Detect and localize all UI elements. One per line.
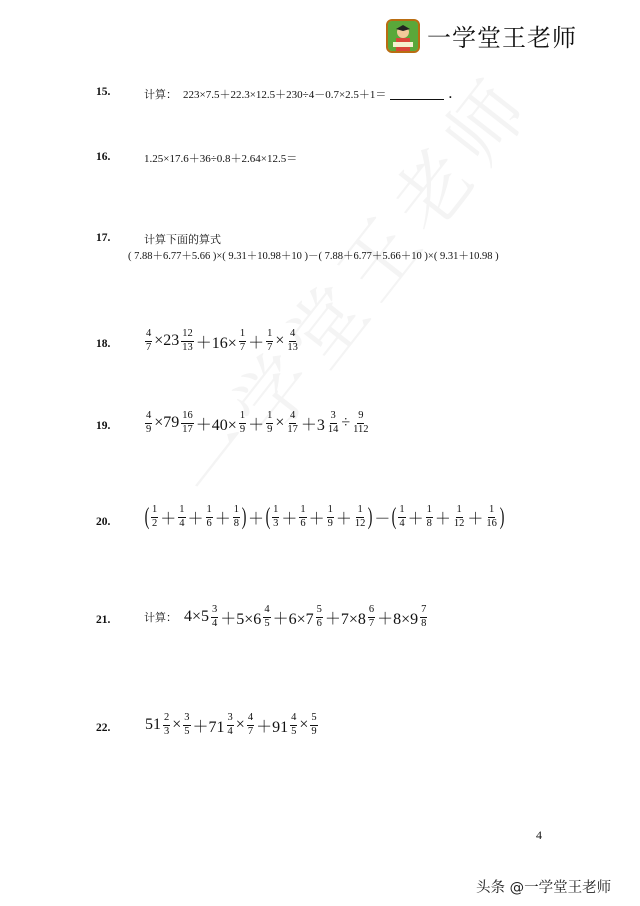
problem-21: 计算： 4×5 $\frac{3}{4}$ ＋5×6 $\frac{4}{5}$ ＋6×7 $\frac{5}{6}$ ＋7×8 $\frac{6}{7}$ ＋8×9 $\frac{7}{8}$ (144, 604, 427, 629)
fraction: $\frac{1}{9}$ (327, 504, 333, 529)
fraction: $\frac{3}{4}$ (212, 604, 218, 629)
fraction: $\frac{1}{7}$ (267, 328, 273, 353)
expression: ( 7.88＋6.77＋5.66 )×( 9.31＋10.98＋10 )－( 7.88＋6.77＋5.66＋10 )×( 9.31＋10.98 ) (128, 251, 499, 262)
fraction: $\frac{4}{7}$ (247, 712, 254, 737)
brand-header (386, 18, 577, 53)
fraction: $\frac{1}{4}$ (399, 504, 405, 529)
fraction: $\frac{16}{17}$ (182, 410, 193, 435)
fraction: $\frac{4}{5}$ (291, 712, 297, 737)
problem-20: ( $\frac{1}{2}$ ＋ $\frac{1}{4}$ ＋ $\frac{1}{6}$ ＋ $\frac{1}{8}$ ) ＋ ( $\frac{1}{3}$ ＋ $\frac{1}{6}$ ＋ $\frac{1}{9}$ ＋ $\frac{1}{12}$ ) － ( $\frac{1}{4}$ ＋ $\frac{1}{8}$ ＋ $\frac{1}{12}$ ＋ $\frac{1}{16}$ ) (144, 504, 505, 530)
fraction: $\frac{1}{6}$ (206, 504, 212, 529)
problem-15 (144, 85, 452, 103)
answer-blank[interactable] (390, 89, 444, 100)
fraction: $\frac{1}{8}$ (233, 504, 240, 529)
fraction: $\frac{12}{13}$ (182, 328, 193, 353)
fraction: $\frac{1}{12}$ (453, 504, 465, 529)
fraction: $\frac{7}{8}$ (421, 604, 427, 629)
fraction: $\frac{2}{3}$ (164, 712, 170, 737)
expression: 223×7.5＋22.3×12.5＋230÷4－0.7×2.5＋1＝ (183, 89, 387, 101)
footer-credit: 头条 @一学堂王老师 (476, 880, 612, 896)
brand-name: 一学堂王老师 (427, 24, 577, 52)
fraction: $\frac{1}{16}$ (486, 504, 497, 529)
fraction: $\frac{4}{5}$ (264, 604, 270, 629)
problem-22: 51 $\frac{2}{3}$ × $\frac{3}{5}$ ＋71 $\frac{3}{4}$ × $\frac{4}{7}$ ＋91 $\frac{4}{5}$ × $\frac{5}{9}$ (145, 712, 317, 737)
problem-number: 17. (96, 232, 111, 244)
period: . (448, 85, 453, 102)
fraction: $\frac{5}{6}$ (316, 604, 322, 629)
fraction: $\frac{3}{4}$ (227, 712, 233, 737)
fraction: $\frac{4}{7}$ (146, 328, 152, 353)
problem-19: $\frac{4}{9}$ ×79 $\frac{16}{17}$ ＋40× $\frac{1}{9}$ ＋ $\frac{1}{9}$ × $\frac{4}{17}$ ＋3 $\frac{3}{14}$ ÷ $\frac{9}{112}$ (146, 410, 369, 435)
fraction: $\frac{6}{7}$ (368, 604, 375, 629)
problem-17-label (144, 231, 221, 247)
fraction: $\frac{1}{9}$ (239, 410, 246, 435)
problem-number: 20. (96, 516, 111, 528)
fraction: $\frac{1}{6}$ (300, 504, 306, 529)
problem-label: 计算： (144, 611, 177, 624)
fraction: $\frac{1}{7}$ (239, 328, 246, 353)
fraction: $\frac{1}{8}$ (426, 504, 432, 529)
fraction: $\frac{4}{9}$ (146, 410, 152, 435)
fraction: $\frac{3}{5}$ (184, 712, 190, 737)
fraction: $\frac{1}{9}$ (267, 410, 273, 435)
fraction: $\frac{4}{17}$ (287, 410, 298, 435)
problem-number: 15. (96, 86, 111, 98)
problem-16 (144, 150, 297, 166)
problem-17 (128, 248, 499, 263)
expression: 1.25×17.6＋36÷0.8＋2.64×12.5＝ (144, 153, 298, 165)
fraction: $\frac{4}{13}$ (287, 328, 298, 353)
watermark (150, 48, 554, 522)
problem-label: 计算下面的算式 (144, 233, 221, 246)
fraction: $\frac{9}{112}$ (353, 410, 369, 435)
problem-number: 19. (96, 420, 111, 432)
fraction: $\frac{1}{3}$ (273, 504, 279, 529)
fraction: $\frac{1}{2}$ (152, 504, 158, 529)
fraction: $\frac{1}{12}$ (354, 504, 366, 529)
problem-number: 22. (96, 722, 111, 734)
fraction: $\frac{3}{14}$ (327, 410, 339, 435)
fraction: $\frac{5}{9}$ (311, 712, 317, 737)
problem-18: $\frac{4}{7}$ ×23 $\frac{12}{13}$ ＋16× $\frac{1}{7}$ ＋ $\frac{1}{7}$ × $\frac{4}{13}$ (146, 328, 298, 353)
problem-number: 16. (96, 151, 111, 163)
problem-number: 21. (96, 614, 111, 626)
problem-label: 计算： (144, 88, 177, 101)
fraction: $\frac{1}{4}$ (179, 504, 185, 529)
teacher-logo-icon (386, 19, 420, 53)
problem-number: 18. (96, 338, 111, 350)
page-number: 4 (536, 828, 542, 842)
